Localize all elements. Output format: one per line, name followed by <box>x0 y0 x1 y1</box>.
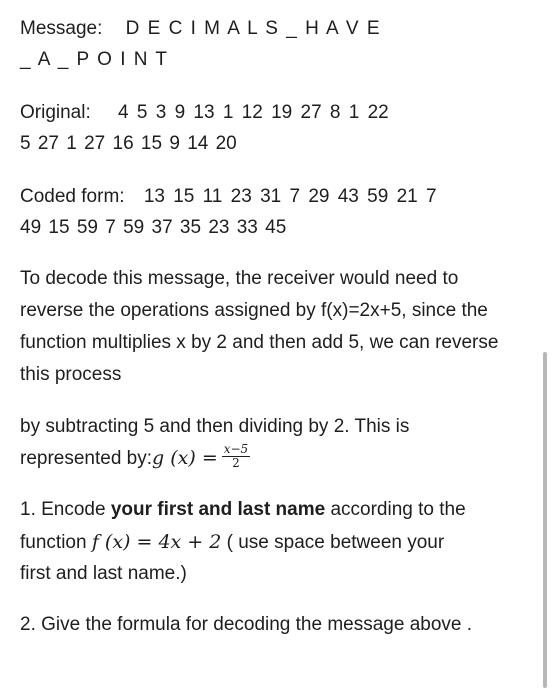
fraction-denominator: 2 <box>232 456 240 471</box>
coded-values-1: 13 15 11 23 31 7 29 43 59 21 7 <box>143 186 437 207</box>
question-1-line-3: first and last name.) <box>20 563 187 584</box>
question-2: 2. Give the formula for decoding the message above . <box>20 614 473 635</box>
decode-formula-fraction <box>222 443 250 470</box>
original-line-1 <box>20 100 389 126</box>
question-1-note: ( use space between your <box>221 532 445 553</box>
encode-formula: f (x) = 4x + 2 <box>91 531 222 553</box>
message-line-1 <box>20 16 380 42</box>
message-text-1: D E C I M A L S _ H A V E <box>125 18 380 39</box>
coded-values-2: 49 15 59 7 59 37 35 23 33 45 <box>20 217 287 238</box>
explanation-line-1: To decode this message, the receiver would need to <box>20 268 459 289</box>
question-1-bold: your first and last name <box>110 499 326 520</box>
original-values-2: 5 27 1 27 16 15 9 14 20 <box>20 133 237 154</box>
question-1-line-1 <box>20 497 466 523</box>
fraction-numerator: x−5 <box>223 442 249 457</box>
explanation-line-2: reverse the operations assigned by f(x)=2x+5, since the <box>20 300 488 321</box>
question-1-function-word: function <box>20 532 92 553</box>
coded-label: Coded form: <box>20 186 125 207</box>
message-line-2: _ A _ P O I N T <box>20 49 168 70</box>
message-label: Message: <box>20 18 103 39</box>
coded-line-1 <box>20 184 437 210</box>
question-1-prefix: 1. Encode <box>20 499 111 520</box>
explanation-line-3: function multiplies x by 2 and then add 5, we can reverse <box>20 332 499 353</box>
explanation-line-4: this process <box>20 364 122 385</box>
explanation-line-6 <box>20 442 250 472</box>
represented-by-text: represented by: <box>20 448 153 469</box>
original-values-1: 4 5 3 9 13 1 12 19 27 8 1 22 <box>118 102 389 123</box>
scrollbar[interactable] <box>543 352 547 688</box>
question-1-line-2 <box>20 529 444 556</box>
original-label: Original: <box>20 102 91 123</box>
explanation-line-5: by subtracting 5 and then dividing by 2. This is <box>20 416 410 437</box>
question-1-suffix: according to the <box>325 499 466 520</box>
decode-formula-lhs: g (x) = <box>152 447 218 469</box>
